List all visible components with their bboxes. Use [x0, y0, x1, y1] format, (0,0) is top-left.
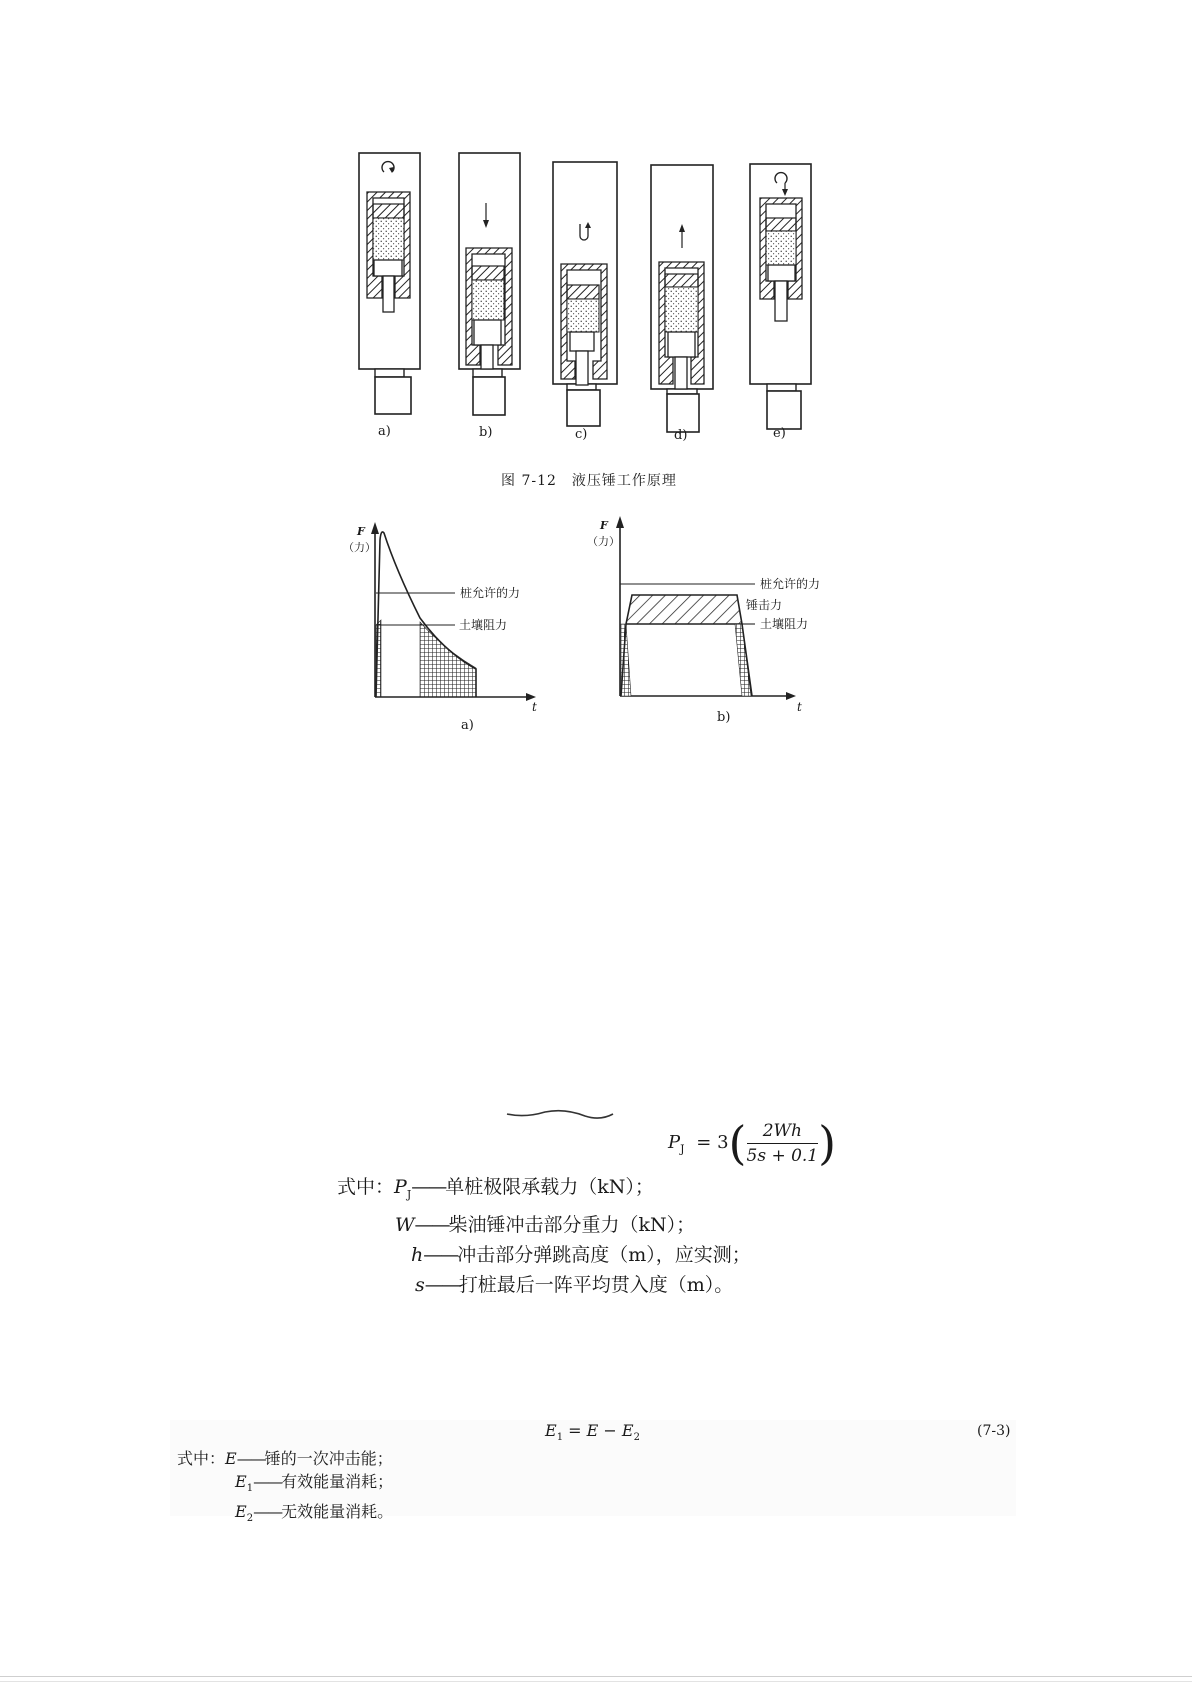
force-chart-b-y-symbol: F [600, 519, 608, 532]
definition-row [337, 1210, 751, 1240]
force-chart-a [371, 522, 536, 701]
definition-dash: —— [236, 1449, 265, 1468]
definition-text: 柴油锤冲击部分重力（kN）； [448, 1213, 696, 1236]
definition-symbol: P [394, 1176, 407, 1198]
hammer-panel-c [553, 162, 617, 426]
hammer-diagram [0, 0, 1192, 460]
force-chart-a-panel-label: a) [461, 718, 474, 733]
force-chart-b-annotation-hammer-force: 锤击力 [746, 598, 783, 612]
definition-row [337, 1270, 751, 1300]
definition-symbol-sub: 1 [246, 1483, 254, 1495]
definition-symbol: h [411, 1243, 424, 1266]
hammer-panel-a [359, 153, 420, 414]
definitions-2 [177, 1447, 393, 1530]
definitions-2-intro: 式中： [177, 1449, 226, 1468]
definition-row [177, 1447, 393, 1470]
formula-1-right-paren: ) [818, 1116, 837, 1170]
hammer-panel-label-a: a) [378, 424, 391, 439]
force-chart-b-annotation-pile-allowable: 桩允许的力 [760, 577, 821, 591]
definition-row [177, 1470, 393, 1500]
hammer-panel-label-c: c) [575, 427, 588, 442]
definition-dash: —— [253, 1472, 282, 1491]
hammer-panel-d [651, 165, 713, 432]
force-chart-b-annotation-soil-resistance: 土壤阻力 [760, 617, 809, 631]
formula-1-left-paren: ( [728, 1116, 747, 1170]
definition-symbol-sub: J [406, 1187, 412, 1201]
soil-resistance-area-a2 [420, 622, 476, 697]
force-chart-a-annotation-soil-resistance: 土壤阻力 [459, 618, 508, 632]
definition-text: 冲击部分弹跳高度（m），应实测； [457, 1243, 751, 1266]
page-bottom-rule-2 [0, 1681, 1192, 1682]
formula-2-lhs: E [545, 1421, 557, 1440]
scan-squiggle [505, 1108, 615, 1124]
definition-text: 无效能量消耗。 [281, 1502, 394, 1522]
hammer-force-curve-b [621, 624, 752, 696]
formula-1-denominator: 5s + 0.1 [746, 1145, 819, 1166]
definition-dash: —— [424, 1273, 459, 1296]
definitions-1-intro: 式中： [337, 1176, 395, 1198]
definition-dash: —— [423, 1243, 458, 1266]
definition-text: 锤的一次冲击能； [264, 1449, 393, 1468]
force-chart-a-annotation-pile-allowable: 桩允许的力 [460, 586, 521, 600]
definitions-1 [337, 1172, 751, 1300]
force-chart-a-y-symbol: F [357, 525, 365, 538]
hammer-panel-b [459, 153, 520, 415]
force-chart-b-y-unit: （力） [587, 535, 620, 548]
formula-2 [545, 1421, 640, 1443]
formula-2-number: (7-3) [977, 1423, 1011, 1439]
hammer-panel-e [750, 164, 811, 429]
force-chart-a-x-symbol: t [532, 700, 537, 714]
definition-dash: —— [414, 1213, 449, 1236]
formula-1-fraction [747, 1121, 819, 1166]
force-chart-b-panel-label: b) [717, 710, 731, 725]
formula-1-equals: = 3 [696, 1132, 729, 1153]
formula-2-rhs: = E − E [568, 1421, 634, 1440]
formula-2-rhs-sub: 2 [633, 1432, 640, 1444]
formula-2-lhs-sub: 1 [556, 1432, 564, 1444]
definition-text: 打桩最后一阵平均贯入度（m）。 [458, 1273, 734, 1296]
force-chart-b-x-symbol: t [797, 700, 802, 714]
definition-text: 有效能量消耗； [281, 1472, 394, 1491]
formula-1 [668, 1116, 837, 1170]
definition-row [337, 1240, 751, 1270]
hammer-panel-label-d: d) [674, 428, 688, 443]
hammer-panel-label-e: e) [773, 426, 786, 441]
hammer-force-area-b [626, 595, 742, 624]
definition-row [337, 1172, 751, 1210]
figure-caption: 图 7-12 液压锤工作原理 [501, 473, 677, 489]
formula-1-lhs-sub: J [680, 1142, 685, 1156]
definition-dash: —— [253, 1502, 282, 1522]
definition-symbol-sub: 2 [246, 1513, 254, 1525]
definition-symbol: W [395, 1213, 415, 1236]
formula-1-numerator: 2Wh [747, 1121, 819, 1144]
force-chart-a-y-unit: （力） [343, 541, 376, 554]
definition-symbol: s [415, 1273, 425, 1296]
hammer-panel-label-b: b) [479, 425, 493, 440]
definition-symbol: E [235, 1472, 247, 1491]
formula-1-lhs: P [668, 1132, 681, 1153]
definition-text: 单桩极限承载力（kN）； [445, 1176, 654, 1198]
definition-row [177, 1500, 393, 1530]
definition-symbol: E [235, 1502, 247, 1522]
page-bottom-rule [0, 1676, 1192, 1677]
definition-dash: —— [411, 1176, 446, 1198]
definition-symbol: E [225, 1449, 237, 1468]
